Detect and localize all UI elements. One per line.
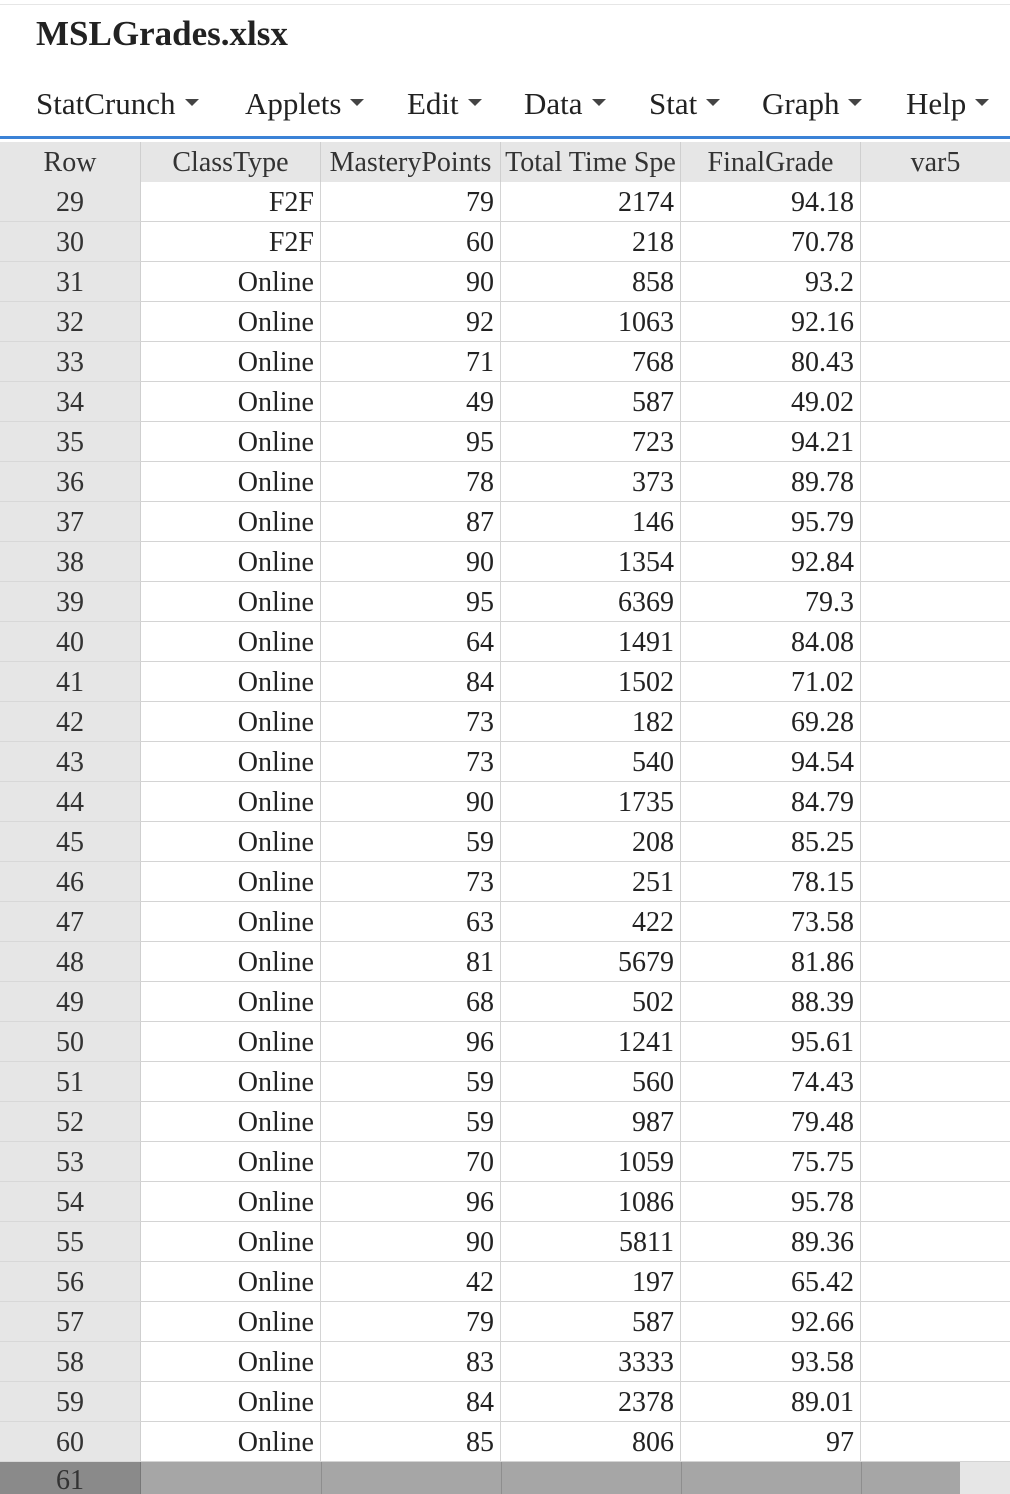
cell-masterypoints[interactable]: 59 bbox=[321, 1062, 501, 1102]
menu-label: Stat bbox=[649, 86, 698, 121]
cell-classtype[interactable]: Online bbox=[141, 1262, 321, 1302]
cell-masterypoints[interactable]: 95 bbox=[321, 582, 501, 622]
row-number[interactable]: 45 bbox=[0, 822, 141, 862]
row-number[interactable]: 44 bbox=[0, 782, 141, 822]
table-row bbox=[0, 542, 1010, 582]
menu-graph[interactable] bbox=[762, 80, 862, 128]
cell-masterypoints[interactable]: 79 bbox=[321, 1302, 501, 1342]
row-number[interactable]: 48 bbox=[0, 942, 141, 982]
cell-finalgrade[interactable]: 49.02 bbox=[681, 382, 861, 422]
row-number[interactable]: 52 bbox=[0, 1102, 141, 1142]
column-header-masterypoints[interactable]: MasteryPoints bbox=[321, 142, 501, 182]
row-number[interactable]: 30 bbox=[0, 222, 141, 262]
cell-total-time[interactable]: 502 bbox=[501, 982, 681, 1022]
cell-finalgrade[interactable]: 84.79 bbox=[681, 782, 861, 822]
row-number[interactable]: 41 bbox=[0, 662, 141, 702]
cell-total-time[interactable]: 6369 bbox=[501, 582, 681, 622]
cell-classtype[interactable]: Online bbox=[141, 382, 321, 422]
cell-masterypoints[interactable]: 92 bbox=[321, 302, 501, 342]
data-grid bbox=[0, 142, 1010, 1494]
cell-masterypoints[interactable]: 59 bbox=[321, 1102, 501, 1142]
cell-var5[interactable] bbox=[861, 662, 1010, 702]
menu-help[interactable] bbox=[906, 80, 989, 128]
cell-masterypoints[interactable]: 64 bbox=[321, 622, 501, 662]
menu-edit[interactable] bbox=[407, 80, 482, 128]
caret-down-icon bbox=[592, 99, 606, 106]
table-row bbox=[0, 782, 1010, 822]
menu-underline bbox=[0, 136, 1010, 139]
cell-var5[interactable] bbox=[861, 942, 1010, 982]
cell-classtype[interactable]: Online bbox=[141, 582, 321, 622]
cell-finalgrade[interactable]: 95.78 bbox=[681, 1182, 861, 1222]
cell-classtype[interactable]: Online bbox=[141, 1182, 321, 1222]
cell-total-time[interactable]: 1086 bbox=[501, 1182, 681, 1222]
row-number[interactable]: 51 bbox=[0, 1062, 141, 1102]
cell-finalgrade[interactable]: 85.25 bbox=[681, 822, 861, 862]
cell-classtype[interactable]: Online bbox=[141, 1142, 321, 1182]
row-number[interactable]: 47 bbox=[0, 902, 141, 942]
cell-classtype[interactable]: Online bbox=[141, 302, 321, 342]
column-header-finalgrade[interactable]: FinalGrade bbox=[681, 142, 861, 182]
table-row bbox=[0, 702, 1010, 742]
cell-var5[interactable] bbox=[861, 702, 1010, 742]
cell-masterypoints[interactable]: 73 bbox=[321, 702, 501, 742]
cell-total-time[interactable]: 1491 bbox=[501, 622, 681, 662]
cell-classtype[interactable]: Online bbox=[141, 862, 321, 902]
table-row bbox=[0, 302, 1010, 342]
cell-masterypoints[interactable]: 70 bbox=[321, 1142, 501, 1182]
row-number[interactable]: 29 bbox=[0, 182, 141, 222]
cell-finalgrade[interactable]: 92.16 bbox=[681, 302, 861, 342]
column-divider bbox=[681, 1462, 682, 1494]
cell-var5[interactable] bbox=[861, 1302, 1010, 1342]
caret-down-icon bbox=[848, 99, 862, 106]
caret-down-icon bbox=[975, 99, 989, 106]
menu-bar bbox=[0, 80, 1010, 130]
cell-var5[interactable] bbox=[861, 902, 1010, 942]
cell-classtype[interactable]: Online bbox=[141, 942, 321, 982]
row-number[interactable]: 53 bbox=[0, 1142, 141, 1182]
cell-classtype[interactable]: Online bbox=[141, 1422, 321, 1462]
cell-var5[interactable] bbox=[861, 422, 1010, 462]
cell-total-time[interactable]: 587 bbox=[501, 1302, 681, 1342]
cell-masterypoints[interactable]: 90 bbox=[321, 262, 501, 302]
row-number[interactable]: 60 bbox=[0, 1422, 141, 1462]
cell-var5[interactable] bbox=[861, 622, 1010, 662]
cell-masterypoints[interactable]: 96 bbox=[321, 1022, 501, 1062]
cell-masterypoints[interactable]: 96 bbox=[321, 1182, 501, 1222]
cell-classtype[interactable]: Online bbox=[141, 262, 321, 302]
cell-var5[interactable] bbox=[861, 1182, 1010, 1222]
cell-classtype[interactable]: Online bbox=[141, 782, 321, 822]
cell-masterypoints[interactable]: 85 bbox=[321, 1422, 501, 1462]
cell-finalgrade[interactable]: 94.54 bbox=[681, 742, 861, 782]
cell-masterypoints[interactable]: 73 bbox=[321, 742, 501, 782]
cell-finalgrade[interactable]: 97 bbox=[681, 1422, 861, 1462]
cell-var5[interactable] bbox=[861, 1342, 1010, 1382]
caret-down-icon bbox=[350, 99, 364, 106]
row-number[interactable]: 42 bbox=[0, 702, 141, 742]
cell-finalgrade[interactable]: 75.75 bbox=[681, 1142, 861, 1182]
table-row bbox=[0, 942, 1010, 982]
column-header-total-time[interactable]: Total Time Spe bbox=[501, 142, 681, 182]
row-number[interactable]: 50 bbox=[0, 1022, 141, 1062]
cell-classtype[interactable]: Online bbox=[141, 662, 321, 702]
cell-finalgrade[interactable]: 71.02 bbox=[681, 662, 861, 702]
table-row bbox=[0, 822, 1010, 862]
cell-total-time[interactable]: 1354 bbox=[501, 542, 681, 582]
cell-total-time[interactable]: 723 bbox=[501, 422, 681, 462]
cell-total-time[interactable]: 5811 bbox=[501, 1222, 681, 1262]
menu-statcrunch[interactable] bbox=[36, 80, 199, 128]
cell-var5[interactable] bbox=[861, 742, 1010, 782]
row-number[interactable]: 34 bbox=[0, 382, 141, 422]
cell-total-time[interactable]: 587 bbox=[501, 382, 681, 422]
cell-total-time[interactable]: 806 bbox=[501, 1422, 681, 1462]
cell-var5[interactable] bbox=[861, 982, 1010, 1022]
table-row bbox=[0, 502, 1010, 542]
caret-down-icon bbox=[706, 99, 720, 106]
cell-total-time[interactable]: 768 bbox=[501, 342, 681, 382]
table-row bbox=[0, 982, 1010, 1022]
cell-classtype[interactable]: Online bbox=[141, 702, 321, 742]
cell-classtype[interactable]: Online bbox=[141, 1222, 321, 1262]
row-number[interactable]: 40 bbox=[0, 622, 141, 662]
cell-var5[interactable] bbox=[861, 382, 1010, 422]
cell-masterypoints[interactable]: 68 bbox=[321, 982, 501, 1022]
cell-total-time[interactable]: 146 bbox=[501, 502, 681, 542]
table-row bbox=[0, 1422, 1010, 1462]
cell-var5[interactable] bbox=[861, 782, 1010, 822]
cell-classtype[interactable]: Online bbox=[141, 742, 321, 782]
caret-down-icon bbox=[185, 99, 199, 106]
cell-total-time[interactable]: 858 bbox=[501, 262, 681, 302]
cell-var5[interactable] bbox=[861, 582, 1010, 622]
selected-row-cells[interactable] bbox=[141, 1462, 960, 1494]
cell-var5[interactable] bbox=[861, 1262, 1010, 1302]
table-row bbox=[0, 462, 1010, 502]
cell-finalgrade[interactable]: 89.01 bbox=[681, 1382, 861, 1422]
cell-masterypoints[interactable]: 78 bbox=[321, 462, 501, 502]
cell-masterypoints[interactable]: 84 bbox=[321, 662, 501, 702]
menu-label: Edit bbox=[407, 86, 459, 121]
column-header-row bbox=[0, 142, 1010, 182]
cell-classtype[interactable]: Online bbox=[141, 422, 321, 462]
cell-masterypoints[interactable]: 83 bbox=[321, 1342, 501, 1382]
cell-classtype[interactable]: Online bbox=[141, 622, 321, 662]
cell-var5[interactable] bbox=[861, 1382, 1010, 1422]
table-row bbox=[0, 1022, 1010, 1062]
table-row bbox=[0, 382, 1010, 422]
menu-label: Applets bbox=[245, 86, 342, 121]
cell-total-time[interactable]: 218 bbox=[501, 222, 681, 262]
cell-classtype[interactable]: Online bbox=[141, 1342, 321, 1382]
cell-total-time[interactable]: 5679 bbox=[501, 942, 681, 982]
menu-label: StatCrunch bbox=[36, 86, 176, 121]
table-row bbox=[0, 622, 1010, 662]
table-row bbox=[0, 422, 1010, 462]
selected-row[interactable] bbox=[0, 1462, 1010, 1494]
table-row bbox=[0, 742, 1010, 782]
cell-masterypoints[interactable]: 49 bbox=[321, 382, 501, 422]
row-number[interactable]: 32 bbox=[0, 302, 141, 342]
cell-classtype[interactable]: Online bbox=[141, 342, 321, 382]
cell-total-time[interactable]: 1059 bbox=[501, 1142, 681, 1182]
table-row bbox=[0, 182, 1010, 222]
cell-total-time[interactable]: 251 bbox=[501, 862, 681, 902]
cell-masterypoints[interactable]: 90 bbox=[321, 782, 501, 822]
row-number[interactable]: 38 bbox=[0, 542, 141, 582]
menu-label: Help bbox=[906, 86, 967, 121]
row-number[interactable]: 35 bbox=[0, 422, 141, 462]
row-number[interactable]: 31 bbox=[0, 262, 141, 302]
table-row bbox=[0, 1262, 1010, 1302]
table-row bbox=[0, 1342, 1010, 1382]
row-number[interactable]: 56 bbox=[0, 1262, 141, 1302]
cell-total-time[interactable]: 987 bbox=[501, 1102, 681, 1142]
table-row bbox=[0, 342, 1010, 382]
cell-masterypoints[interactable]: 73 bbox=[321, 862, 501, 902]
cell-finalgrade[interactable]: 81.86 bbox=[681, 942, 861, 982]
cell-finalgrade[interactable]: 92.84 bbox=[681, 542, 861, 582]
cell-masterypoints[interactable]: 42 bbox=[321, 1262, 501, 1302]
cell-total-time[interactable]: 1735 bbox=[501, 782, 681, 822]
cell-classtype[interactable]: F2F bbox=[141, 222, 321, 262]
top-divider bbox=[0, 4, 1010, 5]
column-header-var5[interactable]: var5 bbox=[910, 147, 961, 178]
cell-var5[interactable] bbox=[861, 462, 1010, 502]
cell-total-time[interactable]: 422 bbox=[501, 902, 681, 942]
row-number[interactable]: 43 bbox=[0, 742, 141, 782]
cell-masterypoints[interactable]: 95 bbox=[321, 422, 501, 462]
cell-total-time[interactable]: 1063 bbox=[501, 302, 681, 342]
cell-total-time[interactable]: 540 bbox=[501, 742, 681, 782]
row-number[interactable]: 49 bbox=[0, 982, 141, 1022]
file-title: MSLGrades.xlsx bbox=[36, 14, 288, 53]
cell-masterypoints[interactable]: 84 bbox=[321, 1382, 501, 1422]
cell-classtype[interactable]: Online bbox=[141, 1102, 321, 1142]
cell-var5[interactable] bbox=[861, 1422, 1010, 1462]
cell-var5[interactable] bbox=[861, 862, 1010, 902]
row-number[interactable]: 57 bbox=[0, 1302, 141, 1342]
row-number[interactable]: 46 bbox=[0, 862, 141, 902]
cell-finalgrade[interactable]: 79.48 bbox=[681, 1102, 861, 1142]
cell-masterypoints[interactable]: 79 bbox=[321, 182, 501, 222]
table-row bbox=[0, 662, 1010, 702]
cell-var5[interactable] bbox=[861, 1222, 1010, 1262]
menu-applets[interactable] bbox=[245, 80, 364, 128]
cell-classtype[interactable]: Online bbox=[141, 822, 321, 862]
row-number[interactable]: 37 bbox=[0, 502, 141, 542]
cell-var5[interactable] bbox=[861, 542, 1010, 582]
column-header-row-number[interactable]: Row bbox=[0, 142, 141, 182]
table-row bbox=[0, 1102, 1010, 1142]
cell-var5[interactable] bbox=[861, 262, 1010, 302]
cell-finalgrade[interactable]: 95.79 bbox=[681, 502, 861, 542]
cell-classtype[interactable]: Online bbox=[141, 902, 321, 942]
cell-var5[interactable] bbox=[861, 822, 1010, 862]
cell-var5[interactable] bbox=[861, 222, 1010, 262]
column-header-classtype[interactable]: ClassType bbox=[141, 142, 321, 182]
cell-masterypoints[interactable]: 90 bbox=[321, 542, 501, 582]
scrollbar-corner bbox=[960, 1462, 1010, 1494]
cell-finalgrade[interactable]: 92.66 bbox=[681, 1302, 861, 1342]
cell-total-time[interactable]: 2174 bbox=[501, 182, 681, 222]
menu-data[interactable] bbox=[524, 80, 606, 128]
cell-masterypoints[interactable]: 63 bbox=[321, 902, 501, 942]
cell-finalgrade[interactable]: 70.78 bbox=[681, 222, 861, 262]
cell-classtype[interactable]: Online bbox=[141, 542, 321, 582]
cell-finalgrade[interactable]: 74.43 bbox=[681, 1062, 861, 1102]
cell-finalgrade[interactable]: 65.42 bbox=[681, 1262, 861, 1302]
table-row bbox=[0, 222, 1010, 262]
column-divider bbox=[321, 1462, 322, 1494]
table-row bbox=[0, 862, 1010, 902]
cell-finalgrade[interactable]: 80.43 bbox=[681, 342, 861, 382]
cell-classtype[interactable]: Online bbox=[141, 1062, 321, 1102]
cell-classtype[interactable]: F2F bbox=[141, 182, 321, 222]
cell-total-time[interactable]: 560 bbox=[501, 1062, 681, 1102]
cell-var5[interactable] bbox=[861, 1022, 1010, 1062]
table-row bbox=[0, 1302, 1010, 1342]
table-row bbox=[0, 262, 1010, 302]
cell-var5[interactable] bbox=[861, 1062, 1010, 1102]
cell-total-time[interactable]: 373 bbox=[501, 462, 681, 502]
cell-masterypoints[interactable]: 87 bbox=[321, 502, 501, 542]
cell-total-time[interactable]: 1241 bbox=[501, 1022, 681, 1062]
cell-var5[interactable] bbox=[861, 342, 1010, 382]
row-number[interactable]: 55 bbox=[0, 1222, 141, 1262]
cell-total-time[interactable]: 1502 bbox=[501, 662, 681, 702]
menu-label: Data bbox=[524, 86, 583, 121]
cell-finalgrade[interactable]: 89.78 bbox=[681, 462, 861, 502]
column-divider bbox=[501, 1462, 502, 1494]
table-row bbox=[0, 1062, 1010, 1102]
cell-masterypoints[interactable]: 60 bbox=[321, 222, 501, 262]
cell-total-time[interactable]: 2378 bbox=[501, 1382, 681, 1422]
cell-var5[interactable] bbox=[861, 182, 1010, 222]
cell-finalgrade[interactable]: 88.39 bbox=[681, 982, 861, 1022]
menu-label: Graph bbox=[762, 86, 840, 121]
cell-finalgrade[interactable]: 94.18 bbox=[681, 182, 861, 222]
cell-var5[interactable] bbox=[861, 1102, 1010, 1142]
cell-masterypoints[interactable]: 81 bbox=[321, 942, 501, 982]
table-row bbox=[0, 1182, 1010, 1222]
row-number[interactable]: 61 bbox=[0, 1462, 141, 1494]
row-number[interactable]: 59 bbox=[0, 1382, 141, 1422]
cell-total-time[interactable]: 182 bbox=[501, 702, 681, 742]
menu-stat[interactable] bbox=[649, 80, 720, 128]
table-row bbox=[0, 902, 1010, 942]
cell-masterypoints[interactable]: 59 bbox=[321, 822, 501, 862]
row-number[interactable]: 58 bbox=[0, 1342, 141, 1382]
caret-down-icon bbox=[468, 99, 482, 106]
table-row bbox=[0, 1142, 1010, 1182]
row-number[interactable]: 33 bbox=[0, 342, 141, 382]
row-number[interactable]: 36 bbox=[0, 462, 141, 502]
cell-classtype[interactable]: Online bbox=[141, 502, 321, 542]
cell-finalgrade[interactable]: 93.58 bbox=[681, 1342, 861, 1382]
cell-classtype[interactable]: Online bbox=[141, 1302, 321, 1342]
cell-finalgrade[interactable]: 94.21 bbox=[681, 422, 861, 462]
cell-finalgrade[interactable]: 79.3 bbox=[681, 582, 861, 622]
cell-total-time[interactable]: 197 bbox=[501, 1262, 681, 1302]
cell-classtype[interactable]: Online bbox=[141, 1022, 321, 1062]
cell-masterypoints[interactable]: 71 bbox=[321, 342, 501, 382]
table-row bbox=[0, 1222, 1010, 1262]
cell-finalgrade[interactable]: 89.36 bbox=[681, 1222, 861, 1262]
row-number[interactable]: 39 bbox=[0, 582, 141, 622]
cell-var5[interactable] bbox=[861, 302, 1010, 342]
cell-classtype[interactable]: Online bbox=[141, 982, 321, 1022]
cell-finalgrade[interactable]: 84.08 bbox=[681, 622, 861, 662]
cell-total-time[interactable]: 3333 bbox=[501, 1342, 681, 1382]
cell-finalgrade[interactable]: 69.28 bbox=[681, 702, 861, 742]
cell-finalgrade[interactable]: 78.15 bbox=[681, 862, 861, 902]
cell-var5[interactable] bbox=[861, 1142, 1010, 1182]
cell-finalgrade[interactable]: 95.61 bbox=[681, 1022, 861, 1062]
cell-var5[interactable] bbox=[861, 502, 1010, 542]
cell-finalgrade[interactable]: 73.58 bbox=[681, 902, 861, 942]
row-number[interactable]: 54 bbox=[0, 1182, 141, 1222]
column-divider bbox=[861, 1462, 862, 1494]
cell-finalgrade[interactable]: 93.2 bbox=[681, 262, 861, 302]
cell-classtype[interactable]: Online bbox=[141, 462, 321, 502]
cell-masterypoints[interactable]: 90 bbox=[321, 1222, 501, 1262]
table-row bbox=[0, 582, 1010, 622]
table-row bbox=[0, 1382, 1010, 1422]
cell-classtype[interactable]: Online bbox=[141, 1382, 321, 1422]
cell-total-time[interactable]: 208 bbox=[501, 822, 681, 862]
